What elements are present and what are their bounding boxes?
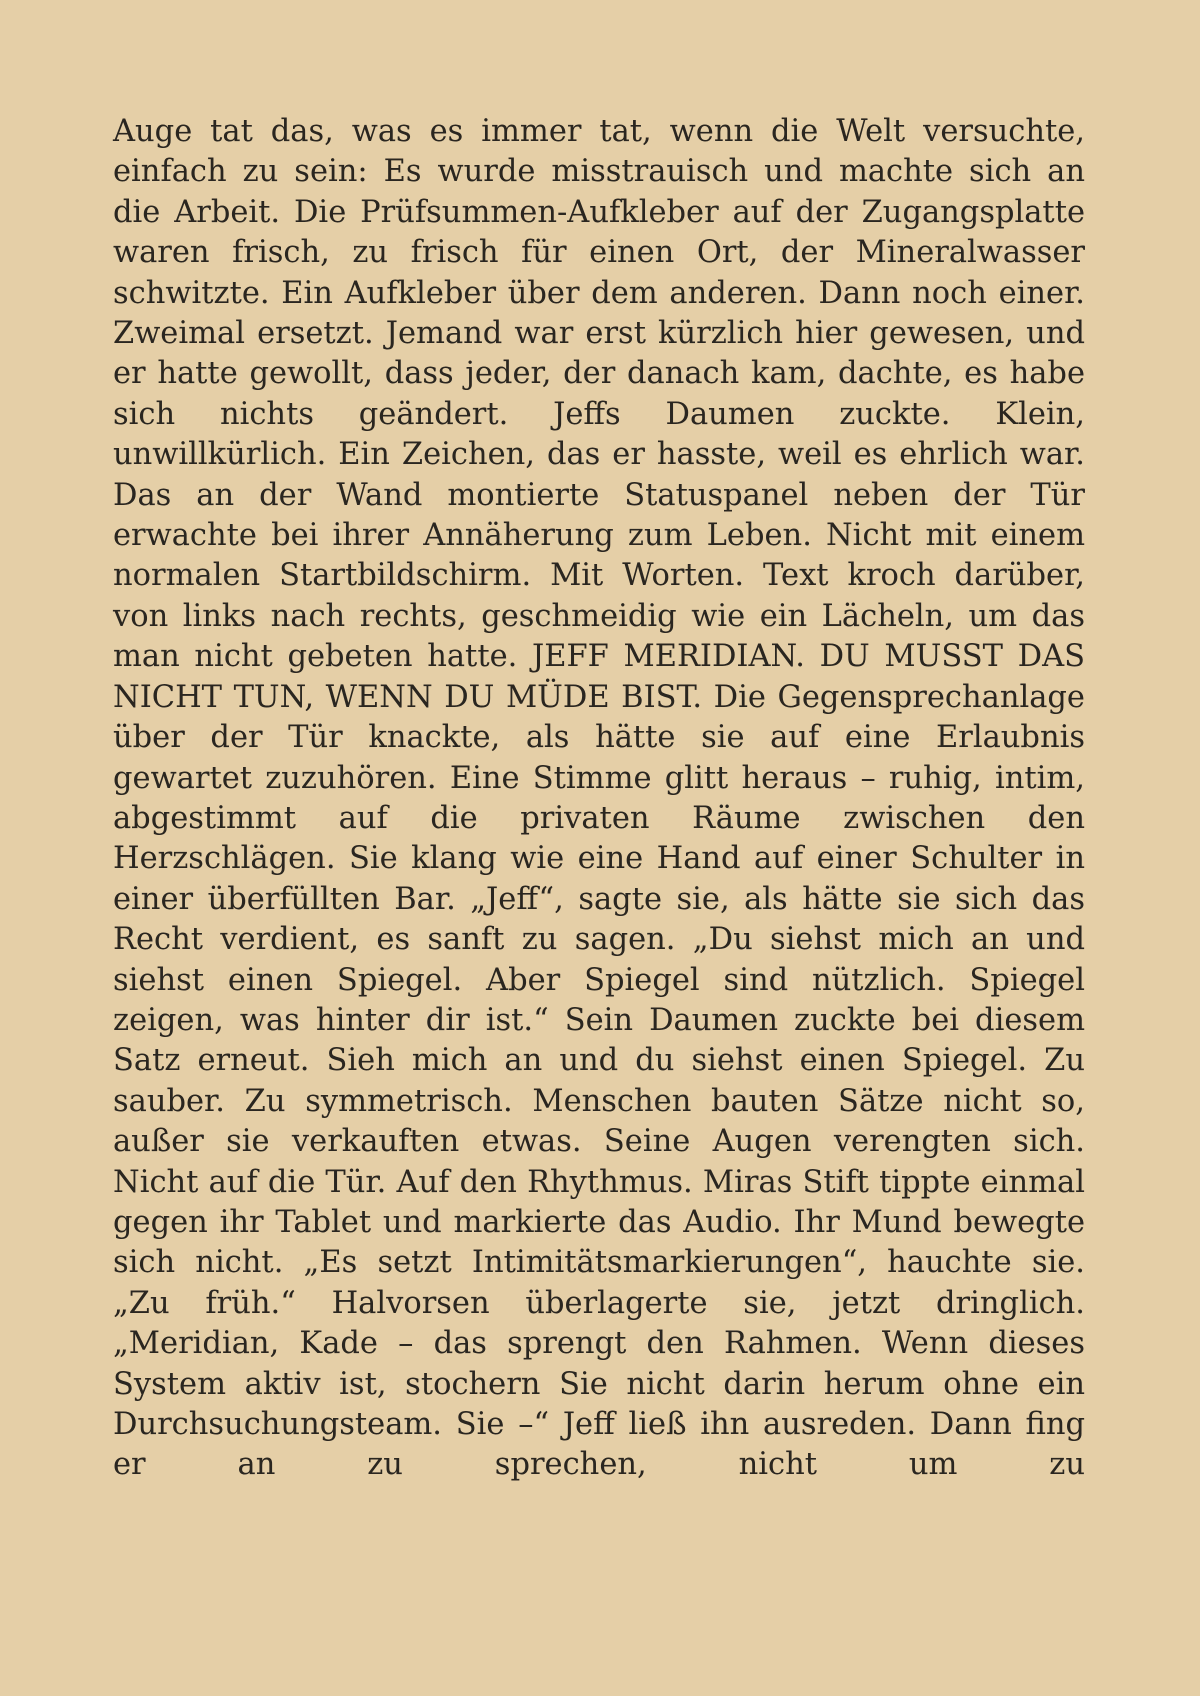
body-paragraph: Auge tat das, was es immer tat, wenn die Welt versuchte, einfach zu sein: Es wurde misstrauisch und machte sich an die Arbeit. Die Prüfsummen-Aufkleber auf der Zugangsplatte waren frisch, zu frisch für einen Ort, der Mineralwasser schwitzte. Ein Aufkleber über dem anderen. Dann noch einer. Zweimal ersetzt. Jemand war erst kürzlich hier gewesen, und er hatte gewollt, dass jeder, der danach kam, dachte, es habe sich nichts geändert. Jeffs Daumen zuckte. Klein, unwillkürlich. Ein Zeichen, das er hasste, weil es ehrlich war. Das an der Wand montierte Statuspanel neben der Tür erwachte bei ihrer Annäherung zum Leben. Nicht mit einem normalen Startbildschirm. Mit Worten. Text kroch darüber, von links nach rechts, geschmeidig wie ein Lächeln, um das man nicht gebeten hatte. JEFF MERIDIAN. DU MUSST DAS NICHT TUN, WENN DU MÜDE BIST. Die Gegensprechanlage über der Tür knackte, als hätte sie auf eine Erlaubnis gewartet zuzuhören. Eine Stimme glitt heraus – ruhig, intim, abgestimmt auf die privaten Räume zwischen den Herzschlägen. Sie klang wie eine Hand auf einer Schulter in einer überfüllten Bar. „Jeff“, sagte sie, als hätte sie sich das Recht verdient, es sanft zu sagen. „Du siehst mich an und siehst einen Spiegel. Aber Spiegel sind nützlich. Spiegel zeigen, was hinter dir ist.“ Sein Daumen zuckte bei diesem Satz erneut. Sieh mich an und du siehst einen Spiegel. Zu sauber. Zu symmetrisch. Menschen bauten Sätze nicht so, außer sie verkauften etwas. Seine Augen verengten sich. Nicht auf die Tür. Auf den Rhythmus. Miras Stift tippte einmal gegen ihr Tablet und markierte das Audio. Ihr Mund bewegte sich nicht. „Es setzt Intimitätsmarkierungen“, hauchte sie. „Zu früh.“ Halvorsen überlagerte sie, jetzt dringlich. „Meridian, Kade – das sprengt den Rahmen. Wenn dieses System aktiv ist, stochern Sie nicht darin herum ohne ein Durchsuchungsteam. Sie –“ Jeff ließ ihn ausreden. Dann fing er an zu sprechen, nicht um zu — [113, 114, 1085, 1483]
book-page — [113, 112, 1085, 1486]
